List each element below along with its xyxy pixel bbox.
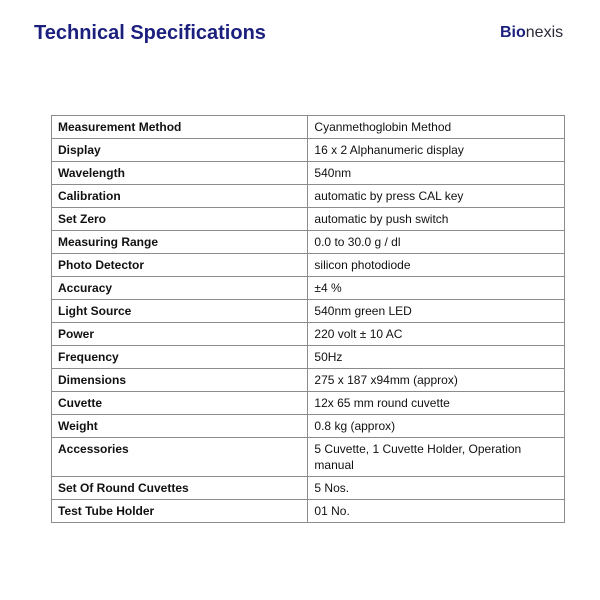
spec-value: 50Hz	[308, 346, 565, 369]
spec-value: automatic by push switch	[308, 208, 565, 231]
table-row	[52, 116, 565, 139]
spec-value: 540nm green LED	[308, 300, 565, 323]
brand-logo-bold: Bio	[500, 24, 526, 41]
spec-label: Power	[52, 323, 308, 346]
brand-logo-rest: nexis	[525, 24, 564, 41]
spec-label: Test Tube Holder	[52, 500, 308, 523]
table-row	[52, 369, 565, 392]
spec-value: 540nm	[308, 162, 565, 185]
spec-label: Photo Detector	[52, 254, 308, 277]
spec-label: Accuracy	[52, 277, 308, 300]
table-row	[52, 185, 565, 208]
spec-value: 275 x 187 x94mm (approx)	[308, 369, 565, 392]
table-row	[52, 231, 565, 254]
spec-label: Cuvette	[52, 392, 308, 415]
table-row	[52, 346, 565, 369]
spec-value: 5 Nos.	[308, 477, 565, 500]
table-row	[52, 438, 565, 477]
spec-value: 0.0 to 30.0 g / dl	[308, 231, 565, 254]
table-row	[52, 277, 565, 300]
spec-label: Set Of Round Cuvettes	[52, 477, 308, 500]
spec-label: Dimensions	[52, 369, 308, 392]
spec-label: Calibration	[52, 185, 308, 208]
spec-label: Measuring Range	[52, 231, 308, 254]
spec-value: ±4 %	[308, 277, 565, 300]
spec-value: 0.8 kg (approx)	[308, 415, 565, 438]
table-row	[52, 415, 565, 438]
spec-label: Frequency	[52, 346, 308, 369]
specifications-table	[51, 115, 565, 523]
spec-value: automatic by press CAL key	[308, 185, 565, 208]
table-row	[52, 208, 565, 231]
table-row	[52, 500, 565, 523]
spec-value: 12x 65 mm round cuvette	[308, 392, 565, 415]
spec-value: 220 volt ± 10 AC	[308, 323, 565, 346]
table-row	[52, 254, 565, 277]
table-row	[52, 477, 565, 500]
table-row	[52, 392, 565, 415]
table-row	[52, 162, 565, 185]
spec-label: Accessories	[52, 438, 308, 477]
spec-value: Cyanmethoglobin Method	[308, 116, 565, 139]
spec-value: 5 Cuvette, 1 Cuvette Holder, Operation manual	[308, 438, 565, 477]
spec-label: Wavelength	[52, 162, 308, 185]
table-row	[52, 300, 565, 323]
spec-label: Set Zero	[52, 208, 308, 231]
spec-label: Display	[52, 139, 308, 162]
spec-value: 16 x 2 Alphanumeric display	[308, 139, 565, 162]
spec-value: silicon photodiode	[308, 254, 565, 277]
table-row	[52, 139, 565, 162]
table-row	[52, 323, 565, 346]
spec-label: Light Source	[52, 300, 308, 323]
spec-label: Measurement Method	[52, 116, 308, 139]
spec-label: Weight	[52, 415, 308, 438]
page-title: Technical Specifications	[34, 22, 266, 44]
brand-logo	[500, 24, 563, 42]
spec-value: 01 No.	[308, 500, 565, 523]
